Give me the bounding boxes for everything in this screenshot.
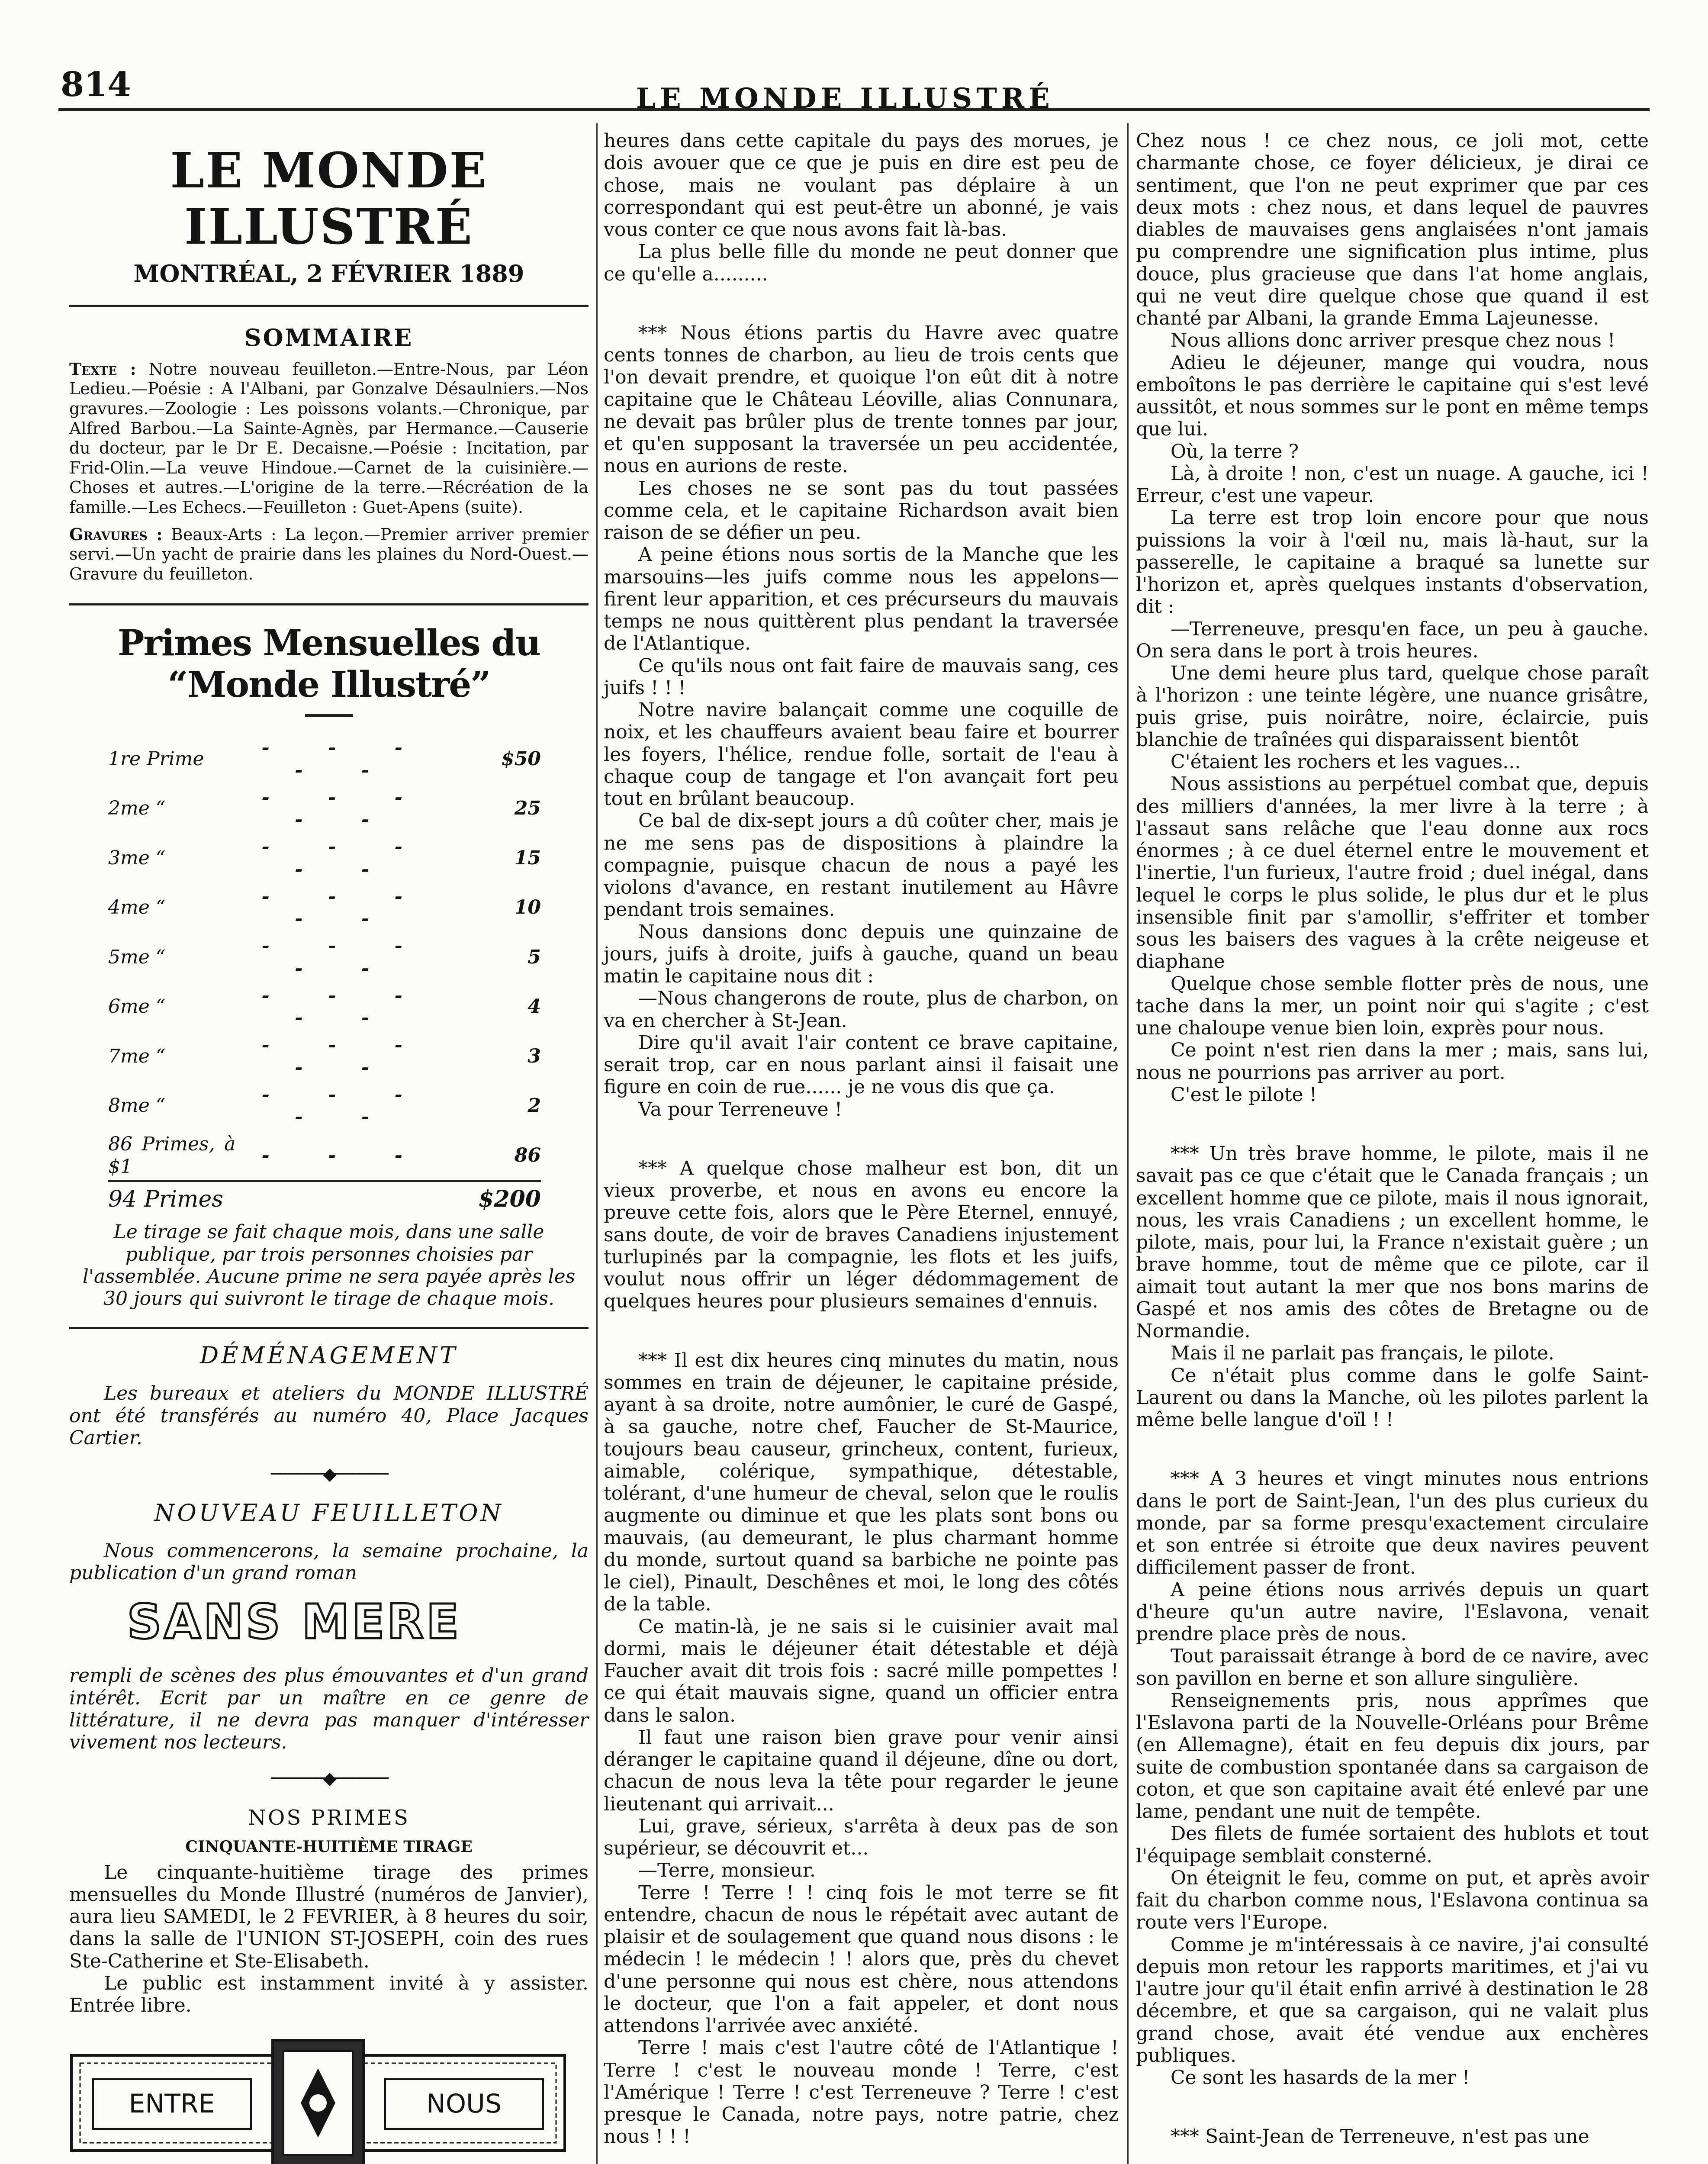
prize-row bbox=[108, 982, 541, 1032]
prize-amount: 15 bbox=[514, 847, 541, 869]
nos-primes-subheading: CINQUANTE-HUITIÈME TIRAGE bbox=[185, 1837, 473, 1856]
running-head: LE MONDE ILLUSTRÉ bbox=[636, 82, 1054, 115]
leader-dots: - - - - - bbox=[261, 935, 428, 979]
entre-nous-cartouche bbox=[69, 2038, 567, 2164]
prize-amount: 5 bbox=[528, 946, 541, 968]
prize-row bbox=[108, 734, 541, 784]
article-paragraph: La plus belle fille du monde ne peut donner que ce qu'elle a......... bbox=[604, 241, 1119, 285]
article-paragraph: Renseignements pris, nous apprîmes que l'Eslavona parti de la Nouvelle-Orléans pour Brême (en Allemagne), était en feu depuis dix jours, par suite de combustion spontanée dans sa cargaison de coton, et que son capitaine avait été enlevé par une lame, pendant une nuit de tempête. bbox=[1136, 1689, 1649, 1823]
novel-title: SANS MERE bbox=[127, 1597, 462, 1649]
article-paragraph: Notre navire balançait comme une coquille de noix, et les chauffeurs avaient beau faire et bourrer les foyers, l'hélice, rendue folle, sortait de l'eau à chaque coup de tangage et l'on avançait fort peu tout en brûlant beaucoup. bbox=[604, 699, 1119, 810]
prize-amount: 3 bbox=[528, 1045, 541, 1067]
leader-dots: - - - - - bbox=[261, 737, 428, 781]
article-paragraph: C'étaient les rochers et les vagues... bbox=[1171, 751, 1521, 773]
prize-label: 3me “ bbox=[108, 847, 166, 869]
article-paragraph: Où, la terre ? bbox=[1171, 440, 1299, 463]
prize-row bbox=[108, 833, 541, 883]
article-paragraph: A peine étions nous sortis de la Manche que les marsouins—les juifs comme nous les appelons—firent leur apparition, et ces précurseurs du mauvais temps ne nous quittèrent plus pendant la traversée de l'Atlantique. bbox=[604, 544, 1119, 655]
column-3 bbox=[1136, 130, 1649, 2148]
nos-primes-p1: Le cinquante-huitième tirage des primes mensuelles du Monde Illustré (numéros de Janvier), aura lieu SAMEDI, le 2 FEVRIER, à 8 heures du soir, dans la salle de l'UNION ST-JOSEPH, coin des rues Ste-Catherine et Ste-Elisabeth. bbox=[69, 1861, 589, 1972]
demenagement-heading: DÉMÉNAGEMENT bbox=[199, 1342, 458, 1369]
section-gap bbox=[1136, 1106, 1649, 1143]
article-paragraph: Ce qu'ils nous ont fait faire de mauvais sang, ces juifs ! ! ! bbox=[604, 654, 1119, 699]
page-number: 814 bbox=[61, 65, 131, 104]
article-paragraph: Il faut une raison bien grave pour venir ainsi déranger le capitaine quand il déjeune, dîne ou dort, chacun de nous leva la tête pour regarder le jeune lieutenant qui arrivait... bbox=[604, 1726, 1119, 1815]
article-paragraph: Va pour Terreneuve ! bbox=[638, 1098, 843, 1121]
prize-label: 86 Primes, à $1 bbox=[108, 1133, 236, 1178]
article-paragraph: Chez nous ! ce chez nous, ce joli mot, cette charmante chose, ce foyer délicieux, je dirai ce sentiment, que l'on ne peut exprimer que par ces deux mots : chez nous, et dans lequel de pauvres diables de mauvaises gens anglaisées n'ont jamais pu comprendre une signification plus intime, plus douce, plus gracieuse que dans l'at home anglais, qui ne veut dire quelque chose que quand il est chanté par Albani, la grande Emma Lajeunesse. bbox=[1136, 130, 1649, 329]
divider bbox=[69, 305, 589, 307]
sommaire-gravures: Gravures : Beaux-Arts : La leçon.—Premier arriver premier servi.—Un yacht de prairie dans les plaines du Nord-Ouest.—Gravure du feuilleton. bbox=[69, 524, 589, 583]
novel-title-banner bbox=[69, 1597, 519, 1649]
prize-label: 4me “ bbox=[108, 896, 166, 919]
cartouche-left-text: ENTRE bbox=[129, 2089, 215, 2119]
article-paragraph: Ce bal de dix-sept jours a dû coûter cher, mais je ne me sens pas de dispositions à plaindre la compagnie, puisque chacun de nous a payé les violons d'avance, en restant inutilement au Hâvre pendant trois semaines. bbox=[604, 810, 1119, 921]
primes-note: Le tirage se fait chaque mois, dans une salle publique, par trois personnes choisies par l'assemblée. Aucune prime ne sera payée après les 30 jours qui suivront le tirage de chaque mois. bbox=[82, 1221, 576, 1310]
column-divider bbox=[1127, 123, 1129, 2164]
sommaire-heading: SOMMAIRE bbox=[244, 323, 414, 351]
prizes-table bbox=[108, 734, 541, 1180]
article-paragraph: Nous dansions donc depuis une quinzaine de jours, juifs à droite, juifs à gauche, quand un beau matin le capitaine nous dit : bbox=[604, 921, 1119, 987]
column-1 bbox=[69, 123, 589, 2164]
article-paragraph: Lui, grave, sérieux, s'arrêta à deux pas de son supérieur, se découvrit et... bbox=[604, 1815, 1119, 1859]
leader-dots: - - - - - bbox=[261, 1034, 428, 1079]
sommaire-texte: Texte : Notre nouveau feuilleton.—Entre-Nous, par Léon Ledieu.—Poésie : A l'Albani, par Gonzalve Désaulniers.—Nos gravures.—Zoologie : Les poissons volants.—Chronique, par Alfred Barbou.—La Sainte-Agnès, par Hermance.—Causerie du docteur, par le Dr E. Decaisne.—Poésie : Incitation, par Frid-Olin.—La veuve Hindoue.—Carnet de la cuisinière.—Choses et autres.—L'origine de la terre.—Récréation de la famille.—Les Echecs.—Feuilleton : Guet-Apens (suite). bbox=[69, 359, 589, 517]
prize-row bbox=[108, 1130, 541, 1180]
article-paragraph: Là, à droite ! non, c'est un nuage. A gauche, ici ! Erreur, c'est une vapeur. bbox=[1136, 462, 1649, 507]
cartouche-right-text: NOUS bbox=[426, 2089, 502, 2119]
demenagement-text: Les bureaux et ateliers du MONDE ILLUSTRÉ ont été transférés au numéro 40, Place Jacques Cartier. bbox=[69, 1382, 589, 1449]
article-paragraph: —Terre, monsieur. bbox=[638, 1859, 816, 1882]
article-paragraph: On éteignit le feu, comme on put, et après avoir fait du charbon comme nous, l'Eslavona continua sa route vers l'Europe. bbox=[1136, 1867, 1649, 1934]
article-paragraph: Terre ! Terre ! ! cinq fois le mot terre se fit entendre, chacun de nous le répétait avec autant de plaisir et de soulagement que quand nous disons : le médecin ! le médecin ! ! alors que, près du chevet d'une personne qui nous est chère, nous attendons le docteur, que l'on a fait appeler, et dont nous attendons l'arrivée avec anxiété. bbox=[604, 1881, 1119, 2037]
prize-label: 2me “ bbox=[108, 797, 166, 820]
ornament-dash bbox=[305, 714, 353, 717]
article-paragraph: *** A quelque chose malheur est bon, dit un vieux proverbe, et nous en avons eu encore la preuve cette fois, alors que le Père Eternel, ennuyé, sans doute, de voir de braves Canadiens injustement turlupinés par la compagnie, les flots et les juifs, voulut nous offrir un léger dédommagement de quelques heures pour plusieurs semaines d'ennuis. bbox=[604, 1157, 1119, 1313]
prize-row bbox=[108, 1081, 541, 1131]
nos-primes-heading: NOS PRIMES bbox=[248, 1805, 410, 1830]
prize-amount: 10 bbox=[514, 896, 541, 919]
prize-label: 1re Prime bbox=[108, 747, 204, 770]
section-gap bbox=[1136, 2089, 1649, 2125]
header-rule bbox=[58, 108, 1650, 111]
leader-dots: - - - - - bbox=[261, 836, 428, 880]
prize-row bbox=[108, 784, 541, 834]
prize-amount: 25 bbox=[514, 797, 541, 820]
article-paragraph: Ce sont les hasards de la mer ! bbox=[1171, 2067, 1470, 2089]
prizes-total: 94 Primes $200 bbox=[108, 1180, 541, 1213]
prize-label: 7me “ bbox=[108, 1045, 166, 1067]
prize-label: 6me “ bbox=[108, 995, 166, 1018]
article-paragraph: A peine étions nous arrivés depuis un quart d'heure qu'un autre navire, l'Eslavona, venait prendre place près de nous. bbox=[1136, 1578, 1649, 1645]
article-paragraph: —Terreneuve, presqu'en face, un peu à gauche. On sera dans le port à trois heures. bbox=[1136, 618, 1649, 662]
masthead-title: LE MONDE ILLUSTRÉ bbox=[170, 142, 488, 256]
article-paragraph: Une demi heure plus tard, quelque chose paraît à l'horizon : une teinte légère, une nuance grisâtre, puis grise, puis noirâtre, noire, éclaircie, puis blanchie de traînées qui disparaissent bientôt bbox=[1136, 662, 1649, 751]
section-gap bbox=[1136, 1431, 1649, 1468]
prize-row bbox=[108, 932, 541, 982]
feuilleton-text: rempli de scènes des plus émouvantes et d'un grand intérêt. Ecrit par un maître en ce genre de littérature, il ne devra pas manquer d'intéresser vivement nos lecteurs. bbox=[69, 1665, 589, 1754]
article-paragraph: Terre ! mais c'est l'autre côté de l'Atlantique ! Terre ! c'est le nouveau monde ! Terre, c'est l'Amérique ! Terre ! c'est Terreneuve ? Terre ! c'est presque le Canada, notre pays, notre patrie, chez nous ! ! ! bbox=[604, 2037, 1119, 2148]
article-paragraph: Ce matin-là, je ne sais si le cuisinier avait mal dormi, mais le déjeuner était détestable et déjà Faucher avait dit trois fois : sacré mille pompettes ! ce qui était mauvais signe, quand un officier entra dans le salon. bbox=[604, 1615, 1119, 1726]
ornament-divider: ──────◆────── bbox=[271, 1768, 387, 1789]
prize-row bbox=[108, 1031, 541, 1081]
article-paragraph: Nous allions donc arriver presque chez nous ! bbox=[1171, 329, 1615, 352]
prize-amount: 2 bbox=[528, 1095, 541, 1117]
article-paragraph: *** A 3 heures et vingt minutes nous entrions dans le port de Saint-Jean, l'un des plus curieux du monde, par sa forme presqu'exactement circulaire et son entrée si étroite que deux navires peuvent difficilement passer de front. bbox=[1136, 1468, 1649, 1579]
article-paragraph: Nous assistions au perpétuel combat que, depuis des milliers d'années, la mer livre à la terre ; à l'assaut sans relâche que l'eau donne aux rocs énormes ; à ce duel éternel entre le mouvement et l'inertie, l'un furieux, l'autre froid ; duel inégal, dans lequel le corps le plus solide, le plus dur et le plus insensible finit par s'amollir, s'effriter et tomber sous les baisers des vagues à la crête neigeuse et diaphane bbox=[1136, 773, 1649, 973]
article-paragraph: Tout paraissait étrange à bord de ce navire, avec son pavillon en berne et son allure singulière. bbox=[1136, 1645, 1649, 1690]
article-paragraph: Mais il ne parlait pas français, le pilote. bbox=[1171, 1342, 1554, 1365]
article-paragraph: Les choses ne se sont pas du tout passées comme cela, et le capitaine Richardson avait bien raison de se défier un peu. bbox=[604, 477, 1119, 544]
article-paragraph: —Nous changerons de route, plus de charbon, on va en chercher à St-Jean. bbox=[604, 987, 1119, 1032]
column-2 bbox=[604, 130, 1119, 2148]
prize-row bbox=[108, 883, 541, 933]
article-paragraph: *** Il est dix heures cinq minutes du matin, nous sommes en train de déjeuner, le capitaine préside, ayant à sa droite, notre aumônier, le curé de Gaspé, à sa gauche, notre chef, Faucher de St-Maurice, toujours beau causeur, grincheux, content, furieux, aimable, colérique, sympathique, détestable, tolérant, d'une humeur de cheval, selon que le roulis augmente ou diminue et que les plats sont bons ou mauvais, (au demeurant, le plus charmant homme du monde, surtout quand sa barbiche ne pointe pas le ciel), Pinault, Deschênes et moi, le long des côtés de la table. bbox=[604, 1349, 1119, 1616]
feuilleton-intro: Nous commencerons, la semaine prochaine, la publication d'un grand roman bbox=[69, 1539, 589, 1584]
column-divider bbox=[596, 123, 598, 2164]
leader-dots: - - - - - bbox=[261, 885, 428, 930]
article-paragraph: Quelque chose semble flotter près de nous, une tache dans la mer, un point noir qui s'agite ; c'est une chaloupe venue bien loin, exprès pour nous. bbox=[1136, 973, 1649, 1039]
prize-amount: 86 bbox=[514, 1144, 541, 1166]
article-paragraph: C'est le pilote ! bbox=[1171, 1083, 1317, 1106]
article-paragraph: Des filets de fumée sortaient des hublots et tout l'équipage semblait consterné. bbox=[1136, 1823, 1649, 1867]
ornament-divider: ──────◆────── bbox=[271, 1464, 387, 1485]
section-gap bbox=[604, 285, 1119, 322]
article-paragraph: *** Saint-Jean de Terreneuve, n'est pas une bbox=[1171, 2125, 1589, 2148]
feuilleton-heading: NOUVEAU FEUILLETON bbox=[154, 1499, 504, 1526]
article-paragraph: Dire qu'il avait l'air content ce brave capitaine, serait trop, car en nous parlant ainsi il faisait une figure en coin de rue...... je ne vous dis que ça. bbox=[604, 1031, 1119, 1098]
leader-dots: - - - - - bbox=[261, 786, 428, 831]
leader-dots: - - - bbox=[261, 1144, 428, 1166]
article-paragraph: Ce n'était plus comme dans le golfe Saint-Laurent ou dans la Manche, où les pilotes parlent la même belle langue d'oïl ! ! bbox=[1136, 1364, 1649, 1431]
article-paragraph: La terre est trop loin encore pour que nous puissions la voir à l'œil nu, mais là-haut, sur la passerelle, le capitaine a braqué sa lunette sur l'horizon et, après quelques instants d'observation, dit : bbox=[1136, 507, 1649, 618]
prize-amount: $50 bbox=[501, 747, 541, 770]
article-paragraph: Adieu le déjeuner, mange qui voudra, nous emboîtons le pas derrière le capitaine qui s'est levé aussitôt, et nous sommes sur le pont en même temps que lui. bbox=[1136, 351, 1649, 441]
article-paragraph: Ce point n'est rien dans la mer ; mais, sans lui, nous ne pourrions pas arriver au port. bbox=[1136, 1039, 1649, 1084]
divider bbox=[69, 1327, 589, 1329]
article-paragraph: *** Un très brave homme, le pilote, mais il ne savait pas ce que c'était que le Canada français ; un excellent homme que ce pilote, mais il nous ignorait, nous, les vrais Canadiens ; un excellent homme, le pilote, mais, pour lui, la France n'existait guère ; un brave homme, tout de même que ce pilote, car il aimait tout autant la mer que nos bons marins de Gaspé et nos amis des côtes de Bretagne ou de Normandie. bbox=[1136, 1143, 1649, 1342]
prize-amount: 4 bbox=[528, 995, 541, 1018]
primes-title: Primes Mensuelles du “Monde Illustré” bbox=[117, 622, 540, 705]
prize-label: 5me “ bbox=[108, 946, 166, 968]
section-gap bbox=[604, 1313, 1119, 1349]
section-gap bbox=[604, 1121, 1119, 1157]
leader-dots: - - - - - bbox=[261, 984, 428, 1029]
divider bbox=[69, 603, 589, 605]
prize-label: 8me “ bbox=[108, 1095, 166, 1117]
leader-dots: - - - - - bbox=[261, 1083, 428, 1128]
masthead-dateline: MONTRÉAL, 2 FÉVRIER 1889 bbox=[133, 259, 524, 287]
article-paragraph: Comme je m'intéressais à ce navire, j'ai consulté depuis mon retour les rapports maritimes, et j'ai vu l'autre jour qu'il était enfin arrivé à destination le 28 décembre, et que sa cargaison, qui ne valait plus grand chose, avait été vendue aux enchères publiques. bbox=[1136, 1933, 1649, 2067]
nos-primes-p2: Le public est instamment invité à y assister. Entrée libre. bbox=[69, 1972, 589, 2017]
article-paragraph: heures dans cette capitale du pays des morues, je dois avouer que ce que je puis en dire est peu de chose, mais ne voulant pas déplaire à un correspondant qui est peut-être un abonné, je vais vous conter ce que nous avons fait là-bas. bbox=[604, 130, 1119, 241]
article-paragraph: *** Nous étions partis du Havre avec quatre cents tonnes de charbon, au lieu de trois cents que l'on devait prendre, et quoique l'on eût dit à notre capitaine que le Château Léoville, alias Connunara, ne devait pas brûler plus de trente tonnes par jour, et qu'en supposant la traversée un peu accidentée, nous en aurions de reste. bbox=[604, 322, 1119, 477]
